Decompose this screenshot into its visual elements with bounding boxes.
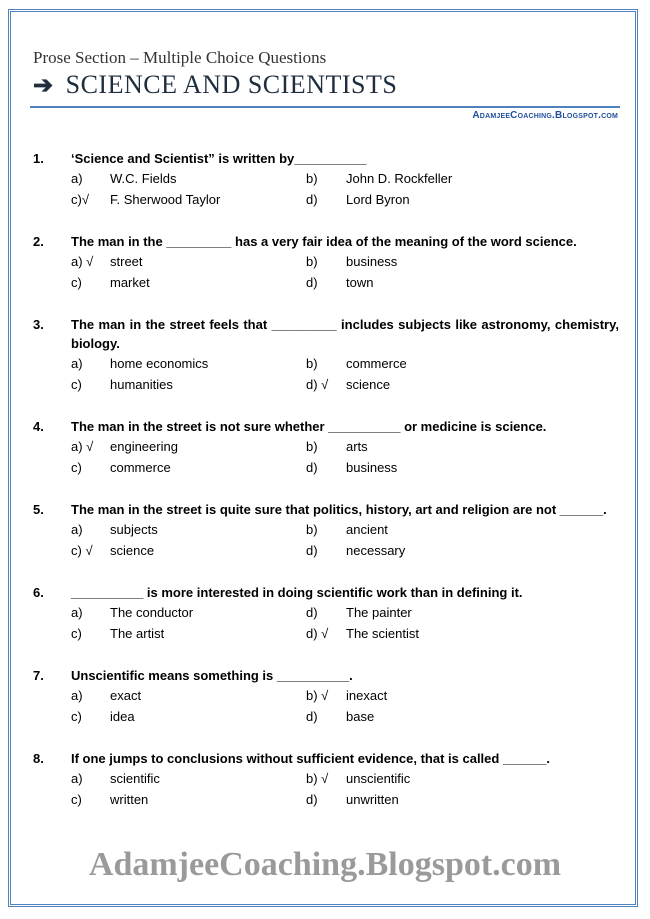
- option-text: ancient: [346, 522, 388, 537]
- option-text: market: [110, 275, 150, 290]
- page-title: [33, 70, 397, 100]
- question-item: [33, 749, 619, 810]
- arrow-icon: ➔: [33, 72, 54, 99]
- option-letter: a): [71, 522, 83, 537]
- option-text: business: [346, 254, 398, 269]
- question-line: [33, 232, 619, 251]
- option-text: John D. Rockfeller: [346, 171, 453, 186]
- question-number: 7.: [33, 668, 44, 683]
- option-text: humanities: [110, 377, 173, 392]
- question-number: 4.: [33, 419, 44, 434]
- options-grid: [71, 168, 619, 210]
- option-text: commerce: [346, 356, 407, 371]
- options-grid: [71, 436, 619, 478]
- options-grid: [71, 768, 619, 810]
- question-text: The man in the street is not sure whether __________ or medicine is science.: [71, 419, 547, 434]
- question-line: [33, 417, 619, 436]
- option-text: The artist: [110, 626, 165, 641]
- question-text: The man in the _________ has a very fair idea of the meaning of the word science.: [71, 234, 577, 249]
- option-letter: a): [71, 605, 83, 620]
- option-text: exact: [110, 688, 142, 703]
- question-line: [33, 749, 619, 768]
- option-text: engineering: [110, 439, 178, 454]
- option-letter: c): [71, 460, 82, 475]
- option-letter: b) √: [306, 688, 329, 703]
- question-item: [33, 315, 619, 395]
- option-letter: a): [71, 356, 83, 371]
- question-item: [33, 417, 619, 478]
- option-text: town: [346, 275, 374, 290]
- option-text: idea: [110, 709, 135, 724]
- option-letter: d) √: [306, 626, 329, 641]
- question-line: [33, 149, 619, 168]
- option-text: science: [110, 543, 155, 558]
- question-item: [33, 500, 619, 561]
- option-letter: a): [71, 171, 83, 186]
- option-text: base: [346, 709, 375, 724]
- option-text: unscientific: [346, 771, 411, 786]
- option-text: street: [110, 254, 143, 269]
- option-letter: c): [71, 709, 82, 724]
- options-grid: [71, 602, 619, 644]
- question-number: 1.: [33, 151, 44, 166]
- option-text: inexact: [346, 688, 388, 703]
- question-item: [33, 583, 619, 644]
- option-letter: c): [71, 626, 82, 641]
- question-line: [33, 583, 619, 602]
- option-letter: b): [306, 254, 318, 269]
- option-text: subjects: [110, 522, 158, 537]
- option-text: science: [346, 377, 391, 392]
- option-text: The painter: [346, 605, 412, 620]
- question-number: 6.: [33, 585, 44, 600]
- question-number: 2.: [33, 234, 44, 249]
- question-text: __________ is more interested in doing scientific work than in defining it.: [71, 585, 523, 600]
- option-letter: d): [306, 709, 318, 724]
- site-link[interactable]: AdamjeeCoaching.Blogspot.com: [472, 110, 618, 121]
- options-grid: [71, 251, 619, 293]
- question-number: 8.: [33, 751, 44, 766]
- question-text: If one jumps to conclusions without sufficient evidence, that is called ______.: [71, 751, 550, 766]
- question-text: The man in the street feels that _________ includes subjects like astronomy, chemistry, biology.: [71, 317, 619, 351]
- options-grid: [71, 685, 619, 727]
- option-text: arts: [346, 439, 368, 454]
- option-text: F. Sherwood Taylor: [110, 192, 221, 207]
- option-letter: d): [306, 275, 318, 290]
- question-item: [33, 666, 619, 727]
- option-letter: b): [306, 522, 318, 537]
- question-item: [33, 232, 619, 293]
- question-number: 5.: [33, 502, 44, 517]
- watermark: AdamjeeCoaching.Blogspot.com: [88, 846, 562, 883]
- option-text: written: [110, 792, 149, 807]
- option-text: The conductor: [110, 605, 194, 620]
- option-text: scientific: [110, 771, 160, 786]
- option-letter: a): [71, 771, 83, 786]
- option-letter: a) √: [71, 439, 94, 454]
- option-letter: d): [306, 192, 318, 207]
- option-letter: d) √: [306, 377, 329, 392]
- option-letter: c): [71, 792, 82, 807]
- section-subtitle: Prose Section – Multiple Choice Questions: [33, 48, 327, 67]
- option-letter: c): [71, 377, 82, 392]
- option-text: home economics: [110, 356, 209, 371]
- question-line: [33, 500, 619, 519]
- option-text: business: [346, 460, 398, 475]
- option-text: necessary: [346, 543, 406, 558]
- question-list: [33, 149, 619, 832]
- question-line: [33, 666, 619, 685]
- option-letter: d): [306, 543, 318, 558]
- question-line: [33, 315, 619, 353]
- option-text: commerce: [110, 460, 171, 475]
- option-letter: a) √: [71, 254, 94, 269]
- option-letter: c) √: [71, 543, 93, 558]
- question-text: Unscientific means something is __________.: [71, 668, 353, 683]
- option-text: unwritten: [346, 792, 399, 807]
- option-letter: b): [306, 356, 318, 371]
- options-grid: [71, 353, 619, 395]
- option-letter: b): [306, 439, 318, 454]
- option-letter: b): [306, 171, 318, 186]
- option-letter: d): [306, 792, 318, 807]
- title-text: SCIENCE AND SCIENTISTS: [65, 70, 398, 99]
- option-text: The scientist: [346, 626, 419, 641]
- question-item: [33, 149, 619, 210]
- option-text: Lord Byron: [346, 192, 410, 207]
- option-letter: c)√: [71, 192, 89, 207]
- options-grid: [71, 519, 619, 561]
- question-text: The man in the street is quite sure that politics, history, art and religion are not ______.: [71, 502, 607, 517]
- option-letter: a): [71, 688, 83, 703]
- option-letter: d): [306, 605, 318, 620]
- header-divider: [30, 106, 620, 108]
- question-number: 3.: [33, 317, 44, 332]
- option-letter: c): [71, 275, 82, 290]
- question-text: ‘Science and Scientist” is written by__________: [71, 151, 367, 166]
- option-letter: d): [306, 460, 318, 475]
- option-letter: b) √: [306, 771, 329, 786]
- option-text: W.C. Fields: [110, 171, 177, 186]
